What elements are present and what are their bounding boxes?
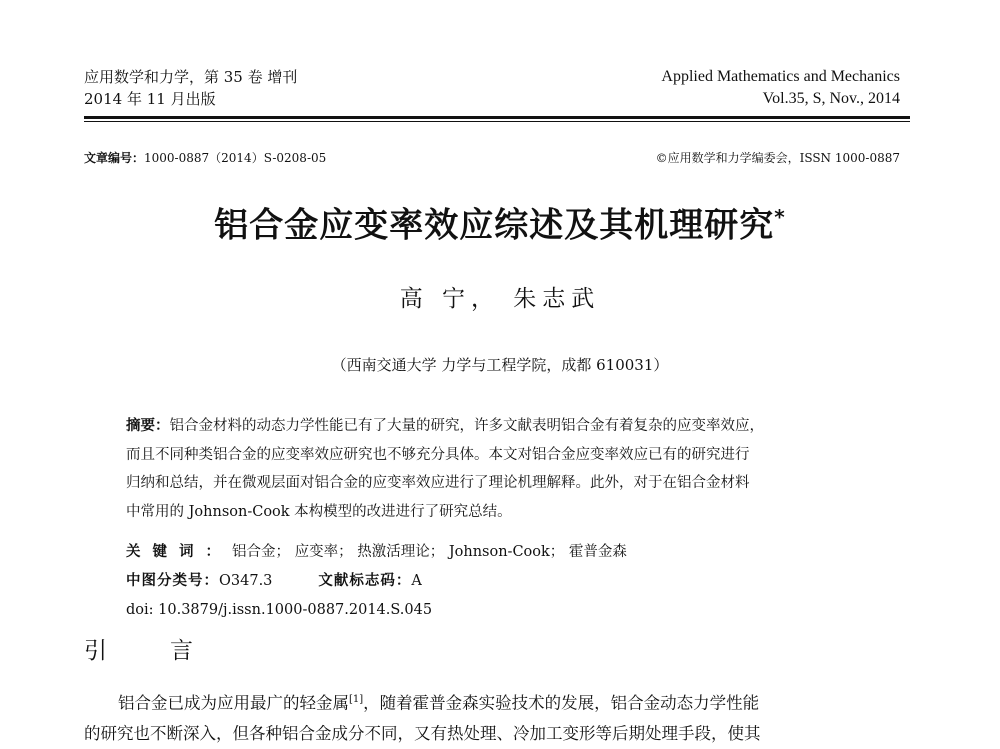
header-rule-thick (84, 116, 910, 119)
copyright-notice: ©应用数学和力学编委会，ISSN 1000-0887 (655, 151, 900, 165)
article-number (84, 150, 326, 166)
abstract-line: 而且不同种类铝合金的应变率效应研究也不够充分具体。本文对铝合金应变率效应已有的研究进行 (126, 446, 750, 463)
clc-label: 中图分类号： (126, 572, 219, 589)
affiliation: （西南交通大学 力学与工程学院，成都 610031） (331, 356, 669, 374)
keywords (126, 541, 627, 563)
doi: doi: 10.3879/j.issn.1000-0887.2014.S.045 (126, 602, 433, 618)
clc-value: O347.3 (219, 573, 273, 589)
paper-title (0, 195, 1000, 247)
section-heading-introduction (84, 636, 193, 666)
title-footnote-mark: * (774, 205, 786, 229)
journal-issue-cn: 应用数学和力学，第 35 卷 增刊 (84, 68, 298, 86)
abstract-line (126, 412, 886, 441)
paper-title-text: 铝合金应变率效应综述及其机理研究 (214, 205, 775, 246)
body-text-segment: ，随着霍普金森实验技术的发展，铝合金动态力学性能 (363, 693, 760, 713)
abstract-text: 铝合金材料的动态力学性能已有了大量的研究，许多文献表明铝合金有着复杂的应变率效应， (169, 418, 764, 434)
running-header-left (84, 66, 297, 110)
body-text (84, 685, 914, 749)
body-text-segment: 铝合金已成为应用最广的轻金属 (118, 693, 349, 713)
journal-name-en: Applied Mathematics and Mechanics (661, 68, 900, 85)
volume-info-en: Vol.35, S, Nov., 2014 (762, 90, 900, 107)
keywords-value: 铝合金； 应变率； 热激活理论； Johnson-Cook； 霍普金森 (232, 544, 627, 560)
section-heading-char2: 言 (170, 638, 193, 664)
header-rule-thin (84, 121, 910, 122)
article-number-value: 1000-0887（2014）S-0208-05 (144, 151, 327, 165)
body-line (84, 685, 914, 719)
abstract-line: 中常用的 Johnson-Cook 本构模型的改进进行了研究总结。 (126, 503, 512, 520)
citation-ref[interactable]: [1] (349, 694, 364, 705)
keywords-label: 关键词： (126, 543, 232, 560)
article-number-label: 文章编号： (84, 151, 145, 165)
abstract-label: 摘要： (126, 417, 170, 434)
doc-code-label: 文献标志码： (318, 572, 412, 589)
running-header-right (661, 66, 900, 110)
publish-date-cn: 2014 年 11 月出版 (84, 90, 216, 108)
section-heading-char1: 引 (84, 638, 107, 664)
abstract-line: 归纳和总结，并在微观层面对铝合金的应变率效应进行了理论机理解释。此外，对于在铝合金材料 (126, 475, 750, 491)
abstract (126, 412, 886, 526)
authors: 高 宁， 朱志武 (399, 286, 601, 312)
body-line: 的研究也不断深入，但各种铝合金成分不同，又有热处理、冷加工变形等后期处理手段，使其 (84, 723, 761, 743)
doc-code-value: A (411, 573, 422, 589)
classification (126, 570, 422, 592)
